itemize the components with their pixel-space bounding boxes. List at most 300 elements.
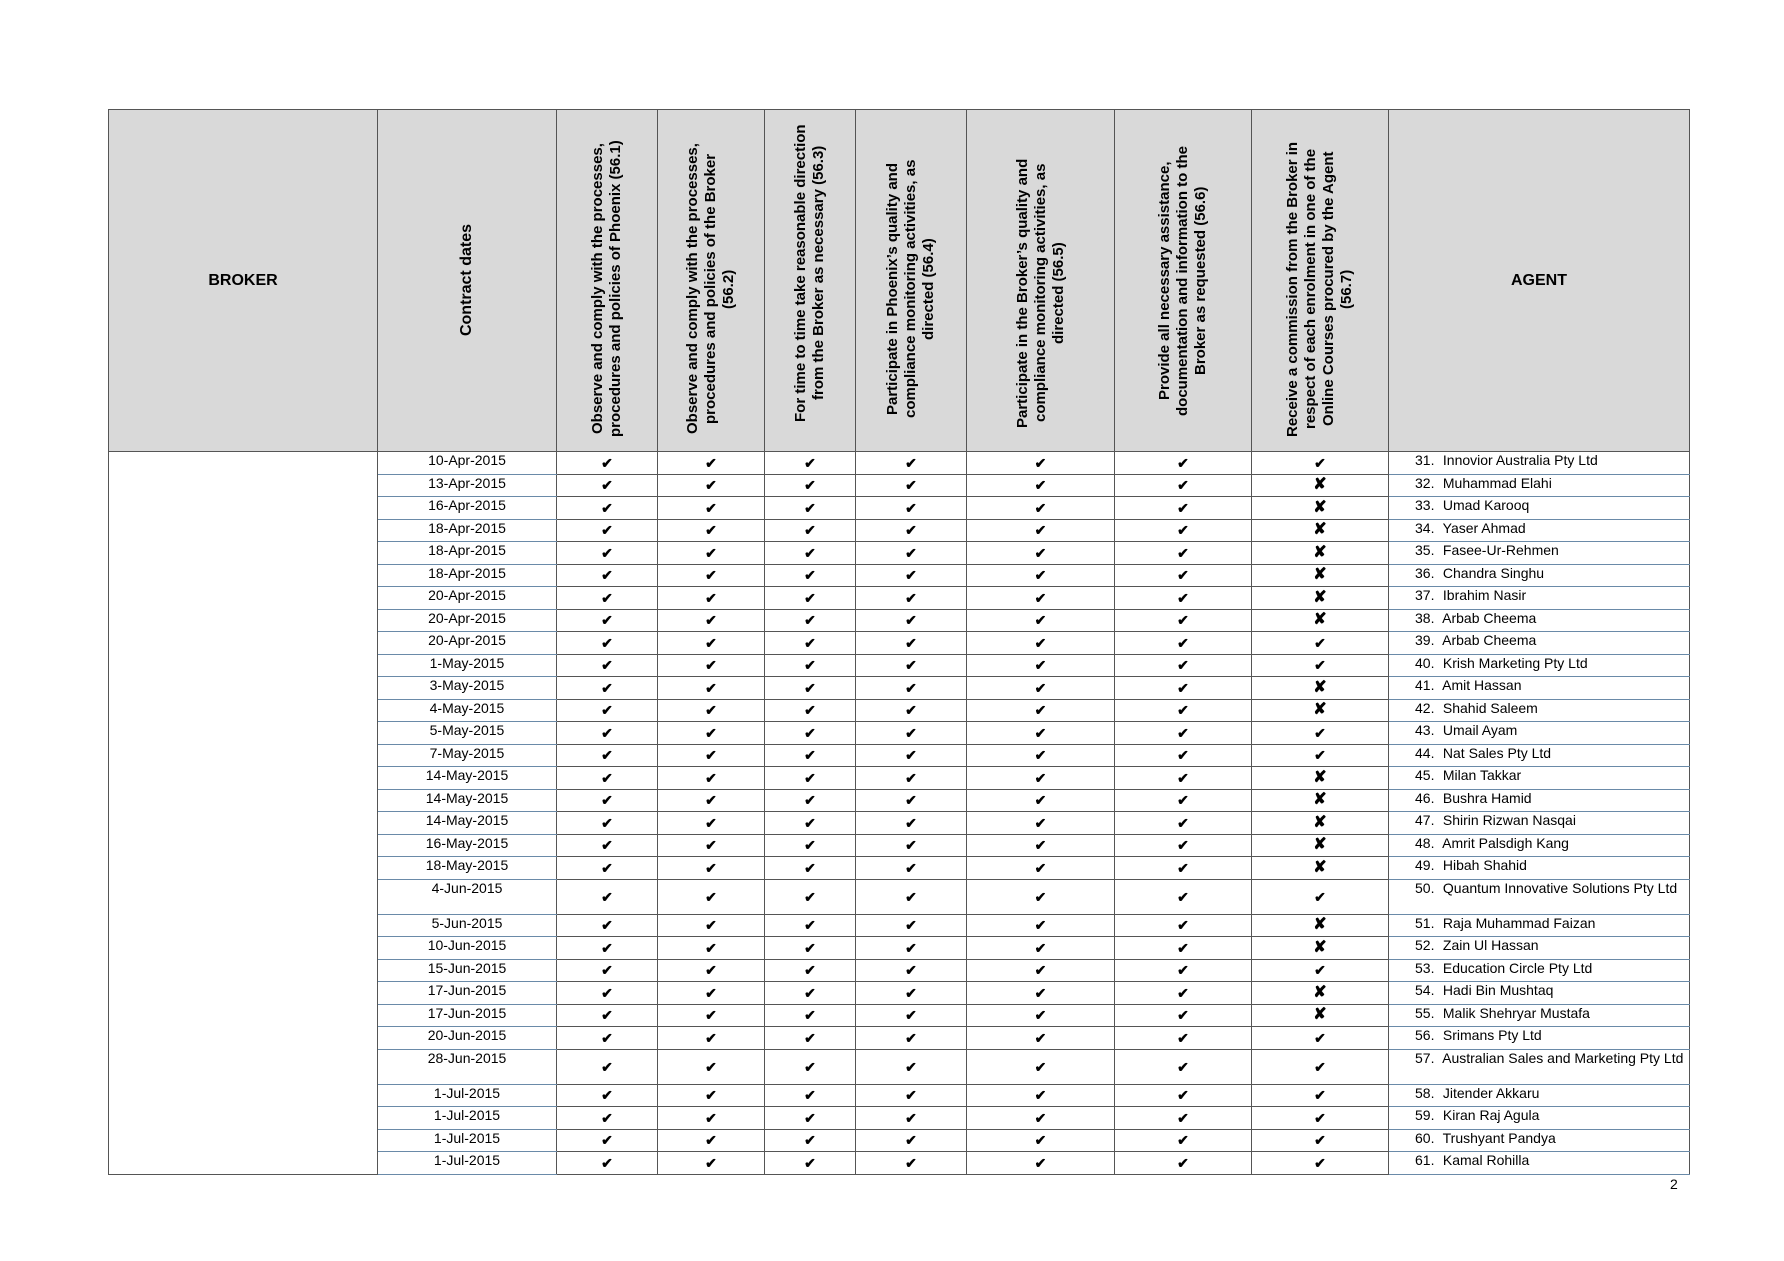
agent-cell — [1389, 914, 1690, 937]
check-icon: ✔ — [557, 914, 658, 937]
check-icon: ✔ — [557, 1107, 658, 1130]
agent-cell — [1389, 879, 1690, 914]
cross-icon: ✘ — [1252, 519, 1389, 542]
agent-name: Srimans Pty Ltd — [1442, 1027, 1542, 1043]
check-icon: ✔ — [557, 1049, 658, 1084]
header-col-56-1-label: Observe and comply with the processes, procedures and policies of Phoenix (56.1) — [589, 140, 624, 438]
agent-number: 45. — [1415, 767, 1435, 783]
cross-icon: ✘ — [1252, 699, 1389, 722]
agent-number: 56. — [1415, 1027, 1435, 1043]
agent-name: Muhammad Elahi — [1442, 474, 1552, 491]
check-icon: ✔ — [1115, 1152, 1252, 1175]
check-icon: ✔ — [557, 654, 658, 677]
check-icon: ✔ — [856, 1049, 967, 1084]
header-col-56-2 — [658, 110, 765, 452]
check-icon: ✔ — [856, 982, 967, 1005]
check-icon: ✔ — [658, 1004, 765, 1027]
check-icon: ✔ — [658, 834, 765, 857]
agent-number: 57. — [1415, 1049, 1435, 1066]
check-icon: ✔ — [967, 879, 1115, 914]
check-icon: ✔ — [967, 1004, 1115, 1027]
check-icon: ✔ — [967, 542, 1115, 565]
agent-name: Trushyant Pandya — [1442, 1129, 1556, 1146]
check-icon: ✔ — [967, 497, 1115, 520]
check-icon: ✔ — [856, 587, 967, 610]
check-icon: ✔ — [765, 959, 856, 982]
check-icon: ✔ — [967, 937, 1115, 960]
check-icon: ✔ — [557, 632, 658, 655]
cross-icon: ✘ — [1252, 834, 1389, 857]
check-icon: ✔ — [967, 834, 1115, 857]
check-icon: ✔ — [658, 959, 765, 982]
contract-date: 14-May-2015 — [378, 789, 557, 812]
check-icon: ✔ — [856, 767, 967, 790]
contract-date: 3-May-2015 — [378, 677, 557, 700]
check-icon: ✔ — [658, 879, 765, 914]
check-icon: ✔ — [856, 564, 967, 587]
agent-cell — [1389, 959, 1690, 982]
cross-icon: ✘ — [1252, 789, 1389, 812]
check-icon: ✔ — [765, 937, 856, 960]
check-icon: ✔ — [557, 982, 658, 1005]
contract-date: 20-Apr-2015 — [378, 632, 557, 655]
check-icon: ✔ — [765, 1107, 856, 1130]
agent-name: Raja Muhammad Faizan — [1442, 914, 1596, 931]
agent-cell — [1389, 542, 1690, 565]
contract-date: 20-Jun-2015 — [378, 1027, 557, 1050]
header-col-56-1 — [557, 110, 658, 452]
agent-name: Malik Shehryar Mustafa — [1442, 1004, 1590, 1021]
check-icon: ✔ — [856, 879, 967, 914]
contract-date: 4-May-2015 — [378, 699, 557, 722]
check-icon: ✔ — [856, 519, 967, 542]
check-icon: ✔ — [1115, 654, 1252, 677]
agent-number: 54. — [1415, 982, 1435, 998]
check-icon: ✔ — [1115, 744, 1252, 767]
check-icon: ✔ — [765, 1152, 856, 1175]
check-icon: ✔ — [967, 767, 1115, 790]
check-icon: ✔ — [557, 587, 658, 610]
agent-number: 59. — [1415, 1107, 1435, 1123]
check-icon: ✔ — [658, 1107, 765, 1130]
agent-number: 31. — [1415, 452, 1435, 468]
check-icon: ✔ — [856, 1152, 967, 1175]
check-icon: ✔ — [856, 542, 967, 565]
check-icon: ✔ — [856, 654, 967, 677]
check-icon: ✔ — [658, 937, 765, 960]
agent-number: 33. — [1415, 497, 1435, 513]
cross-icon: ✘ — [1252, 937, 1389, 960]
check-icon: ✔ — [1115, 1027, 1252, 1050]
check-icon: ✔ — [658, 1152, 765, 1175]
agent-number: 51. — [1415, 914, 1435, 931]
agent-cell — [1389, 587, 1690, 610]
check-icon: ✔ — [967, 1084, 1115, 1107]
check-icon: ✔ — [967, 789, 1115, 812]
check-icon: ✔ — [1115, 1129, 1252, 1152]
check-icon: ✔ — [557, 834, 658, 857]
contract-date: 1-Jul-2015 — [378, 1107, 557, 1130]
agent-name: Yaser Ahmad — [1442, 519, 1526, 536]
agent-number: 38. — [1415, 609, 1435, 626]
agent-number: 39. — [1415, 632, 1435, 648]
check-icon: ✔ — [658, 857, 765, 880]
contract-date: 1-Jul-2015 — [378, 1129, 557, 1152]
check-icon: ✔ — [765, 1049, 856, 1084]
agent-cell — [1389, 699, 1690, 722]
contract-date: 17-Jun-2015 — [378, 982, 557, 1005]
agent-name: Amit Hassan — [1442, 677, 1522, 693]
check-icon: ✔ — [765, 879, 856, 914]
check-icon: ✔ — [856, 744, 967, 767]
check-icon: ✔ — [1115, 497, 1252, 520]
agent-cell — [1389, 632, 1690, 655]
check-icon: ✔ — [557, 879, 658, 914]
agent-name: Education Circle Pty Ltd — [1442, 959, 1593, 976]
check-icon: ✔ — [967, 744, 1115, 767]
agent-number: 43. — [1415, 722, 1435, 738]
agent-cell — [1389, 654, 1690, 677]
agent-cell — [1389, 1107, 1690, 1130]
broker-cell — [109, 452, 378, 1175]
check-icon: ✔ — [1115, 587, 1252, 610]
check-icon: ✔ — [856, 722, 967, 745]
cross-icon: ✘ — [1252, 982, 1389, 1005]
contract-date: 28-Jun-2015 — [378, 1049, 557, 1084]
check-icon: ✔ — [765, 587, 856, 610]
check-icon: ✔ — [967, 474, 1115, 497]
check-icon: ✔ — [967, 587, 1115, 610]
cross-icon: ✘ — [1252, 497, 1389, 520]
contract-date: 13-Apr-2015 — [378, 474, 557, 497]
agent-number: 53. — [1415, 959, 1435, 976]
cross-icon: ✘ — [1252, 677, 1389, 700]
check-icon: ✔ — [856, 1027, 967, 1050]
check-icon: ✔ — [658, 587, 765, 610]
check-icon: ✔ — [557, 497, 658, 520]
contract-date: 10-Jun-2015 — [378, 937, 557, 960]
check-icon: ✔ — [765, 519, 856, 542]
agent-number: 55. — [1415, 1004, 1435, 1021]
agent-number: 61. — [1415, 1152, 1435, 1168]
check-icon: ✔ — [856, 812, 967, 835]
contract-date: 1-Jul-2015 — [378, 1152, 557, 1175]
check-icon: ✔ — [1115, 542, 1252, 565]
contract-date: 1-Jul-2015 — [378, 1084, 557, 1107]
check-icon: ✔ — [658, 1084, 765, 1107]
contract-date: 5-May-2015 — [378, 722, 557, 745]
check-icon: ✔ — [1115, 1084, 1252, 1107]
check-icon: ✔ — [967, 914, 1115, 937]
contract-date: 16-Apr-2015 — [378, 497, 557, 520]
agent-number: 42. — [1415, 699, 1435, 716]
agent-name: Fasee-Ur-Rehmen — [1442, 542, 1559, 558]
check-icon: ✔ — [1252, 1049, 1389, 1084]
header-col-56-2-label: Observe and comply with the processes, procedures and policies of the Broker (56.2) — [684, 143, 737, 435]
check-icon: ✔ — [557, 542, 658, 565]
agent-name: Amrit Palsdigh Kang — [1442, 834, 1569, 851]
check-icon: ✔ — [1252, 1084, 1389, 1107]
check-icon: ✔ — [658, 519, 765, 542]
cross-icon: ✘ — [1252, 857, 1389, 880]
check-icon: ✔ — [765, 677, 856, 700]
check-icon: ✔ — [658, 677, 765, 700]
check-icon: ✔ — [557, 959, 658, 982]
check-icon: ✔ — [557, 767, 658, 790]
agent-number: 47. — [1415, 812, 1435, 828]
check-icon: ✔ — [658, 1049, 765, 1084]
check-icon: ✔ — [765, 1129, 856, 1152]
contract-date: 18-Apr-2015 — [378, 542, 557, 565]
check-icon: ✔ — [1115, 857, 1252, 880]
agent-number: 52. — [1415, 937, 1435, 953]
agent-name: Umad Karooq — [1442, 497, 1530, 513]
check-icon: ✔ — [765, 857, 856, 880]
check-icon: ✔ — [967, 452, 1115, 475]
check-icon: ✔ — [856, 789, 967, 812]
agent-name: Milan Takkar — [1442, 767, 1522, 783]
check-icon: ✔ — [856, 834, 967, 857]
check-icon: ✔ — [658, 632, 765, 655]
check-icon: ✔ — [967, 677, 1115, 700]
agent-cell — [1389, 767, 1690, 790]
check-icon: ✔ — [856, 677, 967, 700]
contract-date: 18-Apr-2015 — [378, 564, 557, 587]
agent-cell — [1389, 497, 1690, 520]
check-icon: ✔ — [1115, 914, 1252, 937]
agent-cell — [1389, 834, 1690, 857]
agent-number: 41. — [1415, 677, 1435, 693]
check-icon: ✔ — [557, 564, 658, 587]
check-icon: ✔ — [658, 1129, 765, 1152]
header-contract-dates — [378, 110, 557, 452]
cross-icon: ✘ — [1252, 587, 1389, 610]
agent-name: Arbab Cheema — [1442, 609, 1537, 626]
check-icon: ✔ — [1252, 722, 1389, 745]
agent-number: 36. — [1415, 564, 1435, 581]
agent-name: Australian Sales and Marketing Pty Ltd — [1442, 1049, 1684, 1066]
check-icon: ✔ — [557, 1129, 658, 1152]
check-icon: ✔ — [658, 1027, 765, 1050]
contract-date: 17-Jun-2015 — [378, 1004, 557, 1027]
check-icon: ✔ — [967, 654, 1115, 677]
agent-name: Arbab Cheema — [1442, 632, 1537, 648]
check-icon: ✔ — [856, 914, 967, 937]
check-icon: ✔ — [967, 1049, 1115, 1084]
header-col-56-7-label: Receive a commission from the Broker in respect of each enrolment in one of the Online Courses procured by the Agent (56.7) — [1284, 141, 1355, 437]
check-icon: ✔ — [765, 609, 856, 632]
check-icon: ✔ — [856, 632, 967, 655]
agent-cell — [1389, 564, 1690, 587]
check-icon: ✔ — [658, 789, 765, 812]
agent-name: Innovior Australia Pty Ltd — [1442, 452, 1598, 468]
check-icon: ✔ — [856, 1129, 967, 1152]
check-icon: ✔ — [557, 1027, 658, 1050]
check-icon: ✔ — [1252, 632, 1389, 655]
check-icon: ✔ — [557, 937, 658, 960]
compliance-table — [108, 109, 1690, 1175]
check-icon: ✔ — [658, 564, 765, 587]
cross-icon: ✘ — [1252, 812, 1389, 835]
agent-name: Krish Marketing Pty Ltd — [1442, 654, 1588, 671]
check-icon: ✔ — [967, 609, 1115, 632]
check-icon: ✔ — [1115, 1004, 1252, 1027]
check-icon: ✔ — [557, 722, 658, 745]
cross-icon: ✘ — [1252, 609, 1389, 632]
check-icon: ✔ — [765, 834, 856, 857]
agent-name: Quantum Innovative Solutions Pty Ltd — [1442, 879, 1678, 896]
check-icon: ✔ — [765, 1004, 856, 1027]
check-icon: ✔ — [967, 1107, 1115, 1130]
check-icon: ✔ — [1115, 474, 1252, 497]
page-number: 2 — [1670, 1176, 1678, 1192]
check-icon: ✔ — [1252, 959, 1389, 982]
contract-date: 16-May-2015 — [378, 834, 557, 857]
check-icon: ✔ — [557, 1004, 658, 1027]
check-icon: ✔ — [658, 497, 765, 520]
agent-cell — [1389, 1084, 1690, 1107]
check-icon: ✔ — [856, 937, 967, 960]
contract-date: 14-May-2015 — [378, 812, 557, 835]
header-col-56-5 — [967, 110, 1115, 452]
contract-date: 20-Apr-2015 — [378, 609, 557, 632]
agent-name: Hadi Bin Mushtaq — [1442, 982, 1554, 998]
agent-cell — [1389, 1004, 1690, 1027]
check-icon: ✔ — [765, 654, 856, 677]
agent-cell — [1389, 677, 1690, 700]
agent-number: 35. — [1415, 542, 1435, 558]
check-icon: ✔ — [1252, 879, 1389, 914]
cross-icon: ✘ — [1252, 767, 1389, 790]
agent-cell — [1389, 1152, 1690, 1175]
check-icon: ✔ — [967, 982, 1115, 1005]
header-col-56-4 — [856, 110, 967, 452]
check-icon: ✔ — [967, 722, 1115, 745]
check-icon: ✔ — [1115, 834, 1252, 857]
check-icon: ✔ — [967, 519, 1115, 542]
header-col-56-6-label: Provide all necessary assistance, documentation and information to the Broker as requested (56.6) — [1156, 146, 1209, 416]
agent-number: 46. — [1415, 789, 1435, 806]
header-agent: AGENT — [1389, 110, 1690, 452]
agent-name: Kamal Rohilla — [1442, 1152, 1530, 1168]
check-icon: ✔ — [765, 744, 856, 767]
check-icon: ✔ — [557, 519, 658, 542]
agent-number: 58. — [1415, 1084, 1435, 1101]
header-col-56-3-label: For time to time take reasonable direction from the Broker as necessary (56.3) — [792, 124, 827, 422]
check-icon: ✔ — [765, 914, 856, 937]
check-icon: ✔ — [856, 857, 967, 880]
check-icon: ✔ — [1252, 452, 1389, 475]
check-icon: ✔ — [1115, 609, 1252, 632]
check-icon: ✔ — [557, 677, 658, 700]
agent-number: 32. — [1415, 474, 1435, 491]
check-icon: ✔ — [765, 812, 856, 835]
check-icon: ✔ — [1115, 812, 1252, 835]
agent-number: 44. — [1415, 744, 1435, 761]
check-icon: ✔ — [856, 1004, 967, 1027]
agent-name: Nat Sales Pty Ltd — [1442, 744, 1552, 761]
check-icon: ✔ — [765, 1084, 856, 1107]
cross-icon: ✘ — [1252, 1004, 1389, 1027]
agent-number: 48. — [1415, 834, 1435, 851]
contract-date: 18-May-2015 — [378, 857, 557, 880]
check-icon: ✔ — [765, 982, 856, 1005]
agent-cell — [1389, 937, 1690, 960]
check-icon: ✔ — [765, 1027, 856, 1050]
header-col-56-5-label: Participate in the Broker’s quality and compliance monitoring activities, as directed (56.5) — [1013, 158, 1067, 428]
check-icon: ✔ — [856, 1084, 967, 1107]
check-icon: ✔ — [967, 959, 1115, 982]
table-body — [109, 452, 1690, 1175]
agent-name: Hibah Shahid — [1442, 857, 1527, 873]
check-icon: ✔ — [1115, 879, 1252, 914]
check-icon: ✔ — [1252, 1129, 1389, 1152]
agent-name: Shirin Rizwan Nasqai — [1442, 812, 1576, 828]
contract-date: 20-Apr-2015 — [378, 587, 557, 610]
check-icon: ✔ — [1115, 982, 1252, 1005]
agent-name: Kiran Raj Agula — [1442, 1107, 1540, 1123]
check-icon: ✔ — [658, 654, 765, 677]
check-icon: ✔ — [765, 452, 856, 475]
check-icon: ✔ — [658, 542, 765, 565]
check-icon: ✔ — [658, 767, 765, 790]
agent-number: 49. — [1415, 857, 1435, 873]
contract-date: 1-May-2015 — [378, 654, 557, 677]
check-icon: ✔ — [658, 722, 765, 745]
check-icon: ✔ — [856, 474, 967, 497]
check-icon: ✔ — [967, 1152, 1115, 1175]
check-icon: ✔ — [1252, 1027, 1389, 1050]
contract-date: 7-May-2015 — [378, 744, 557, 767]
agent-cell — [1389, 744, 1690, 767]
check-icon: ✔ — [1115, 959, 1252, 982]
check-icon: ✔ — [1115, 564, 1252, 587]
check-icon: ✔ — [1115, 452, 1252, 475]
check-icon: ✔ — [967, 699, 1115, 722]
agent-number: 34. — [1415, 519, 1435, 536]
cross-icon: ✘ — [1252, 542, 1389, 565]
check-icon: ✔ — [557, 789, 658, 812]
check-icon: ✔ — [557, 609, 658, 632]
check-icon: ✔ — [1115, 632, 1252, 655]
check-icon: ✔ — [967, 1027, 1115, 1050]
header-broker: BROKER — [109, 110, 378, 452]
check-icon: ✔ — [557, 857, 658, 880]
check-icon: ✔ — [658, 812, 765, 835]
agent-name: Umail Ayam — [1442, 722, 1518, 738]
check-icon: ✔ — [765, 722, 856, 745]
header-contract-dates-label: Contract dates — [458, 224, 475, 337]
agent-number: 40. — [1415, 654, 1435, 671]
agent-name: Bushra Hamid — [1442, 789, 1532, 806]
check-icon: ✔ — [856, 959, 967, 982]
check-icon: ✔ — [856, 452, 967, 475]
check-icon: ✔ — [658, 744, 765, 767]
agent-cell — [1389, 789, 1690, 812]
check-icon: ✔ — [557, 744, 658, 767]
check-icon: ✔ — [1115, 767, 1252, 790]
agent-name: Chandra Singhu — [1442, 564, 1545, 581]
check-icon: ✔ — [658, 609, 765, 632]
contract-date: 18-Apr-2015 — [378, 519, 557, 542]
check-icon: ✔ — [765, 474, 856, 497]
agent-cell — [1389, 1027, 1690, 1050]
check-icon: ✔ — [1252, 1152, 1389, 1175]
agent-cell — [1389, 1049, 1690, 1084]
check-icon: ✔ — [856, 699, 967, 722]
check-icon: ✔ — [967, 812, 1115, 835]
check-icon: ✔ — [967, 564, 1115, 587]
